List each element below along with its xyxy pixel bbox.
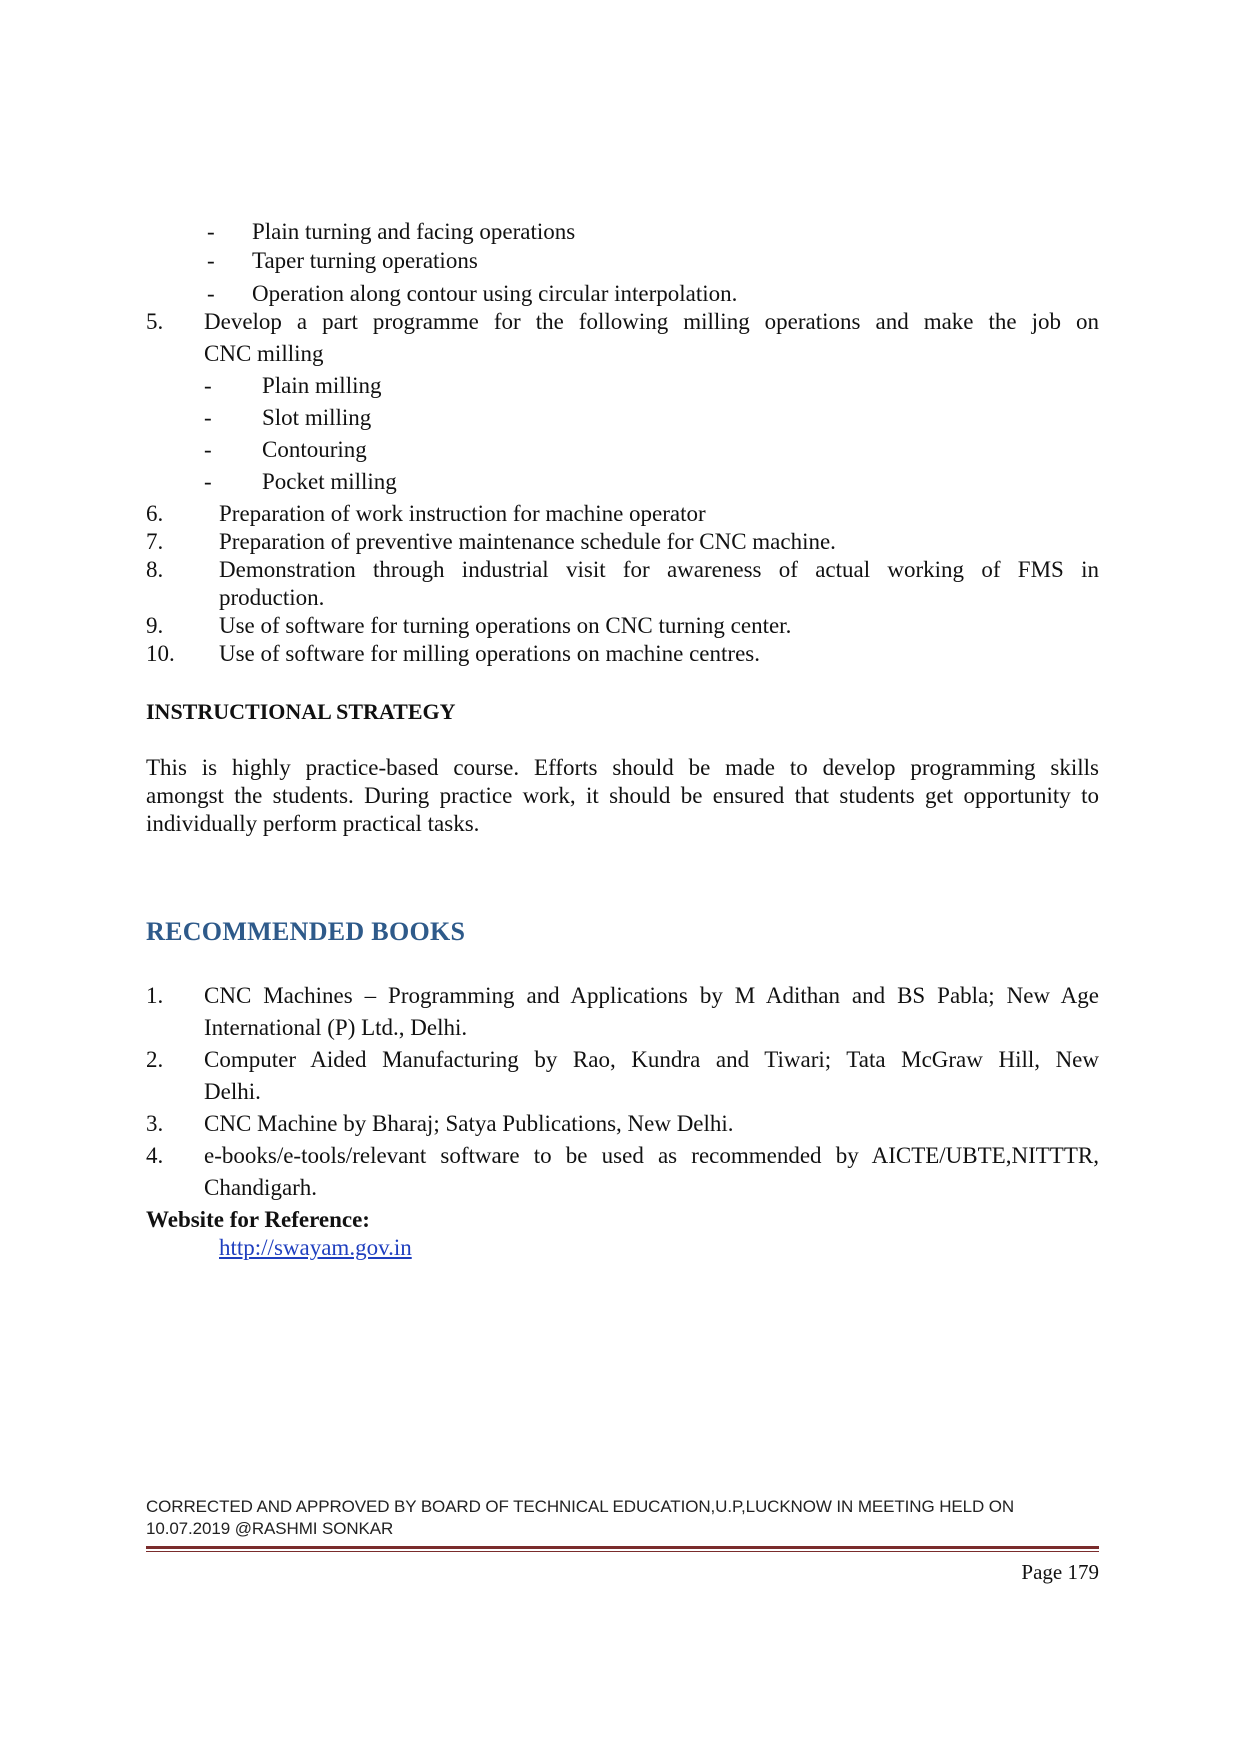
book-entry: CNC Machine by Bharaj; Satya Publications, New Delhi.: [204, 1111, 734, 1136]
bullet-text: Operation along contour using circular interpolation.: [252, 281, 738, 306]
list-number: 8.: [146, 557, 164, 582]
paragraph-line: individually perform practical tasks.: [146, 811, 480, 836]
list-item-text: Develop a part programme for the following milling operations and make the job on: [204, 309, 1099, 334]
list-item-text: Use of software for milling operations on machine centres.: [219, 641, 760, 666]
list-item-text: Preparation of preventive maintenance schedule for CNC machine.: [219, 529, 836, 554]
paragraph-line: This is highly practice-based course. Efforts should be made to develop programming skills: [146, 755, 1099, 780]
list-number: 9.: [146, 613, 164, 638]
book-entry-cont: Delhi.: [204, 1079, 261, 1104]
bullet-dash: -: [204, 469, 212, 494]
bullet-text: Plain milling: [262, 373, 382, 398]
footer-rule: [146, 1551, 1099, 1552]
book-entry-cont: International (P) Ltd., Delhi.: [204, 1015, 468, 1040]
book-entry: CNC Machines – Programming and Applications by M Adithan and BS Pabla; New Age: [204, 983, 1099, 1008]
bullet-dash: -: [204, 405, 212, 430]
bullet-dash: -: [204, 373, 212, 398]
paragraph-line: amongst the students. During practice work, it should be ensured that students get opportunity to: [146, 783, 1099, 808]
page-number: Page 179: [1021, 1560, 1099, 1584]
list-item-text: Preparation of work instruction for machine operator: [219, 501, 706, 526]
section-heading: RECOMMENDED BOOKS: [146, 917, 466, 946]
section-heading: INSTRUCTIONAL STRATEGY: [146, 699, 456, 724]
bullet-text: Taper turning operations: [252, 248, 478, 273]
book-entry-cont: Chandigarh.: [204, 1175, 318, 1200]
list-item-text-cont: production.: [219, 585, 325, 610]
list-number: 6.: [146, 501, 164, 526]
footer-note: 10.07.2019 @RASHMI SONKAR: [146, 1519, 394, 1538]
footer-rule: [146, 1546, 1099, 1549]
website-label: Website for Reference:: [146, 1207, 370, 1232]
list-number: 4.: [146, 1143, 164, 1168]
list-number: 2.: [146, 1047, 164, 1072]
list-number: 10.: [146, 641, 175, 666]
list-item-text-cont: CNC milling: [204, 341, 324, 366]
list-number: 5.: [146, 309, 164, 334]
book-entry: e-books/e-tools/relevant software to be used as recommended by AICTE/UBTE,NITTTR,: [204, 1143, 1099, 1168]
footer-note: CORRECTED AND APPROVED BY BOARD OF TECHNICAL EDUCATION,U.P,LUCKNOW IN MEETING HELD ON: [146, 1497, 1015, 1516]
list-number: 1.: [146, 983, 164, 1008]
bullet-text: Plain turning and facing operations: [252, 219, 576, 244]
bullet-text: Pocket milling: [262, 469, 397, 494]
list-item-text: Demonstration through industrial visit for awareness of actual working of FMS in: [219, 557, 1099, 582]
list-item-text: Use of software for turning operations on CNC turning center.: [219, 613, 792, 638]
bullet-dash: -: [204, 437, 212, 462]
bullet-text: Slot milling: [262, 405, 372, 430]
bullet-dash: -: [207, 219, 215, 244]
bullet-text: Contouring: [262, 437, 367, 462]
list-number: 7.: [146, 529, 164, 554]
bullet-dash: -: [207, 248, 215, 273]
bullet-dash: -: [207, 281, 215, 306]
website-link[interactable]: http://swayam.gov.in: [219, 1235, 412, 1260]
list-number: 3.: [146, 1111, 164, 1136]
book-entry: Computer Aided Manufacturing by Rao, Kundra and Tiwari; Tata McGraw Hill, New: [204, 1047, 1099, 1072]
